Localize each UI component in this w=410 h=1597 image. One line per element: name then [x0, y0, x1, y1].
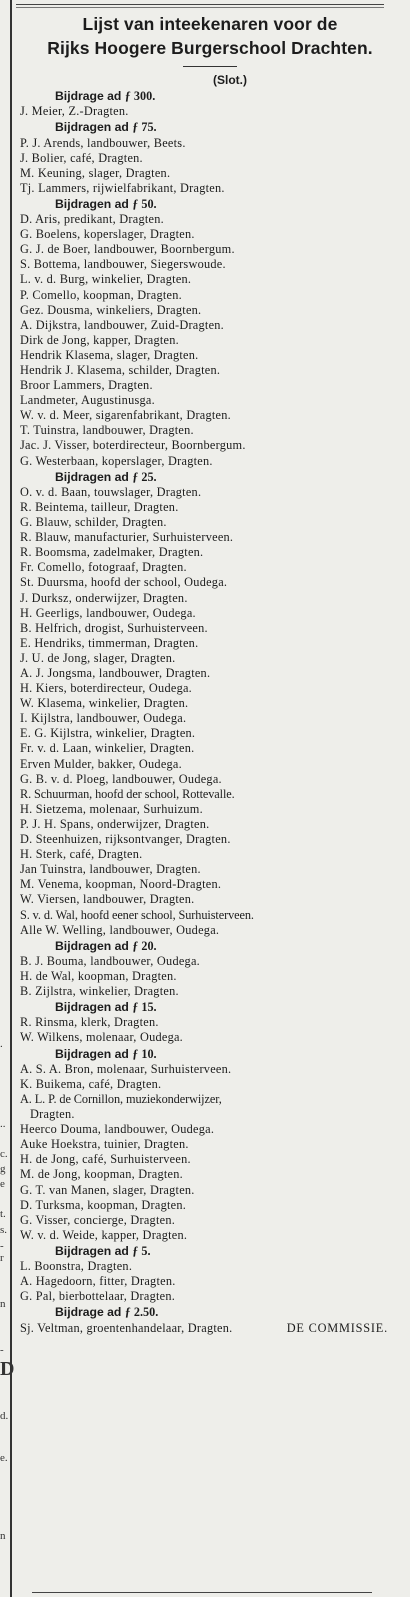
subscriber-entry: Broor Lammers, Dragten.	[20, 378, 153, 393]
section-label: Bijdrage ad	[55, 89, 122, 103]
subscriber-entry: R. Blauw, manufacturier, Surhuisterveen.	[20, 530, 234, 545]
subscriber-entry: B. Zijlstra, winkelier, Dragten.	[20, 984, 179, 999]
subscriber-entry: W. Wilkens, molenaar, Oudega.	[20, 1030, 184, 1045]
subscriber-entry: L. Boonstra, Dragten.	[20, 1259, 133, 1274]
subscriber-entry: B. J. Bouma, landbouwer, Oudega.	[20, 953, 200, 968]
section-label: Bijdragen ad	[55, 469, 129, 484]
margin-fragment: c.	[0, 1148, 8, 1160]
subscriber-entry: Hendrik J. Klasema, schilder, Dragten.	[20, 363, 221, 378]
subscriber-entry: E. G. Kijlstra, winkelier, Dragten.	[20, 726, 196, 741]
subscriber-entry: G. Pal, bierbottelaar, Dragten.	[20, 1289, 176, 1304]
contribution-section	[20, 196, 400, 469]
article-header	[20, 12, 400, 60]
section-amount: ƒ 5.	[132, 1243, 151, 1258]
article	[20, 12, 400, 1336]
subscriber-entry: St. Duursma, hoofd der school, Oudega.	[20, 575, 228, 590]
subscriber-entry: K. Buikema, café, Dragten.	[20, 1076, 162, 1091]
subscriber-entry: G. T. van Manen, slager, Dragten.	[20, 1182, 195, 1197]
section-label: Bijdragen ad	[55, 1243, 129, 1258]
subscriber-entry: Jac. J. Visser, boterdirecteur, Boornbergum.	[20, 438, 246, 453]
contribution-section	[20, 999, 400, 1045]
section-amount: ƒ 75.	[132, 120, 157, 135]
section-heading	[20, 1304, 400, 1320]
section-heading	[20, 196, 400, 212]
subscriber-entry: H. Geerligs, landbouwer, Oudega.	[20, 605, 196, 620]
contribution-section	[20, 88, 400, 119]
subscriber-entry: Hendrik Klasema, slager, Dragten.	[20, 347, 199, 362]
top-rule-double	[16, 7, 384, 8]
subtitle: (Slot.)	[213, 73, 247, 87]
section-label: Bijdrage ad	[55, 1305, 122, 1320]
subscriber-entry: W. Klasema, winkelier, Dragten.	[20, 696, 189, 711]
subscriber-entry: Alle W. Welling, landbouwer, Oudega.	[20, 922, 220, 937]
margin-fragment: -	[0, 1344, 4, 1356]
section-label: Bijdragen ad	[55, 120, 129, 135]
subscriber-entry: B. Helfrich, drogist, Surhuisterveen.	[20, 620, 208, 635]
subscriber-entry: A. Hagedoorn, fitter, Dragten.	[20, 1274, 176, 1289]
contribution-section	[20, 469, 400, 938]
margin-fragment: t.	[0, 1208, 6, 1220]
subscriber-entry: J. Durksz, onderwijzer, Dragten.	[20, 590, 188, 605]
section-heading	[20, 1243, 400, 1259]
margin-fragment: r	[0, 1252, 4, 1264]
subscriber-entry: S. Bottema, landbouwer, Siegerswoude.	[20, 257, 226, 272]
subscriber-entry: W. Viersen, landbouwer, Dragten.	[20, 892, 195, 907]
subscriber-entry: H. de Wal, koopman, Dragten.	[20, 968, 177, 983]
subscriber-entry: L. v. d. Burg, winkelier, Dragten.	[20, 272, 192, 287]
subscriber-entry: Heerco Douma, landbouwer, Oudega.	[20, 1122, 215, 1137]
margin-fragment: e	[0, 1178, 5, 1190]
margin-fragment: n	[0, 1298, 6, 1310]
subscriber-entry: E. Hendriks, timmerman, Dragten.	[20, 635, 199, 650]
margin-fragment: d.	[0, 1410, 9, 1422]
section-heading	[20, 999, 400, 1015]
subscriber-entry: W. v. d. Weide, kapper, Dragten.	[20, 1227, 188, 1242]
subscriber-entry: M. Venema, koopman, Noord-Dragten.	[20, 877, 222, 892]
subscriber-entry: T. Tuinstra, landbouwer, Dragten.	[20, 423, 194, 438]
subscriber-entry: Sj. Veltman, groentenhandelaar, Dragten.	[20, 1320, 233, 1335]
subscriber-entry: Gez. Dousma, winkeliers, Dragten.	[20, 302, 202, 317]
margin-fragment: D	[0, 1358, 15, 1380]
subscriber-entry: Dirk de Jong, kapper, Dragten.	[20, 332, 179, 347]
subscriber-entry: G. J. de Boer, landbouwer, Boornbergum.	[20, 242, 235, 257]
section-amount: ƒ 2.50.	[124, 1305, 159, 1320]
subscriber-entry: D. Turksma, koopman, Dragten.	[20, 1197, 187, 1212]
margin-fragment: n	[0, 1530, 6, 1542]
contribution-sections	[20, 88, 400, 1336]
subscriber-entry: A. S. A. Bron, molenaar, Surhuisterveen.	[20, 1061, 232, 1076]
subscriber-entry: R. Rinsma, klerk, Dragten.	[20, 1015, 159, 1030]
section-heading	[20, 938, 400, 954]
subscriber-entry: G. B. v. d. Ploeg, landbouwer, Oudega.	[20, 771, 222, 786]
subscriber-entry: J. Meier, Z.-Dragten.	[20, 104, 129, 119]
subscriber-entry: D. Aris, predikant, Dragten.	[20, 212, 164, 227]
subscriber-entry: P. J. Arends, landbouwer, Beets.	[20, 135, 186, 150]
section-label: Bijdragen ad	[55, 196, 129, 211]
section-label: Bijdragen ad	[55, 1000, 129, 1015]
subscriber-entry: W. v. d. Meer, sigarenfabrikant, Dragten.	[20, 408, 231, 423]
subscriber-entry: M. de Jong, koopman, Dragten.	[20, 1167, 183, 1182]
subscriber-entry: Landmeter, Augustinusga.	[20, 393, 155, 408]
subscriber-entry: Fr. v. d. Laan, winkelier, Dragten.	[20, 741, 195, 756]
subscriber-entry: J. Bolier, café, Dragten.	[20, 150, 143, 165]
title-line-1: Lijst van inteekenaren voor de	[82, 14, 338, 34]
subscriber-entry: H. Sietzema, molenaar, Surhuizum.	[20, 801, 203, 816]
section-heading	[20, 1046, 400, 1062]
subscriber-entry: G. Westerbaan, koperslager, Dragten.	[20, 453, 213, 468]
signature: DE COMMISSIE.	[286, 1320, 388, 1335]
subscriber-entry: Fr. Comello, fotograaf, Dragten.	[20, 560, 187, 575]
subscriber-entry: R. Beintema, tailleur, Dragten.	[20, 499, 179, 514]
section-amount: ƒ 50.	[132, 196, 157, 211]
subscriber-entry: P. Comello, koopman, Dragten.	[20, 287, 182, 302]
subscriber-entry: J. U. de Jong, slager, Dragten.	[20, 650, 176, 665]
subscriber-entry: Jan Tuinstra, landbouwer, Dragten.	[20, 862, 201, 877]
margin-fragment: -	[0, 1240, 4, 1252]
subscriber-entry: P. J. H. Spans, onderwijzer, Dragten.	[20, 816, 210, 831]
contribution-section	[20, 1046, 400, 1243]
subscriber-entry: H. de Jong, café, Surhuisterveen.	[20, 1152, 191, 1167]
subscriber-entry: H. Sterk, café, Dragten.	[20, 847, 143, 862]
contribution-section	[20, 1243, 400, 1304]
subscriber-entry: G. Boelens, koperslager, Dragten.	[20, 227, 195, 242]
subscriber-entry: O. v. d. Baan, touwslager, Dragten.	[20, 484, 202, 499]
section-label: Bijdragen ad	[55, 1046, 129, 1061]
margin-fragment: .	[0, 1038, 3, 1050]
section-heading	[20, 88, 400, 104]
margin-fragment: g	[0, 1163, 6, 1175]
section-amount: ƒ 20.	[132, 938, 157, 953]
subscriber-entry: H. Kiers, boterdirecteur, Oudega.	[20, 681, 192, 696]
section-heading	[20, 119, 400, 135]
section-amount: ƒ 15.	[132, 1000, 157, 1015]
section-amount: ƒ 300.	[124, 89, 156, 103]
subscriber-entry: Tj. Lammers, rijwielfabrikant, Dragten.	[20, 180, 225, 195]
subscriber-entry: R. Schuurman, hoofd der school, Rottevalle.	[20, 786, 235, 801]
title-line-2: Rijks Hoogere Burgerschool Drachten.	[47, 38, 373, 58]
subscriber-entry: I. Kijlstra, landbouwer, Oudega.	[20, 711, 187, 726]
subscriber-entry: S. v. d. Wal, hoofd eener school, Surhuisterveen.	[20, 907, 254, 922]
bottom-rule	[32, 1592, 372, 1593]
subscriber-entry: M. Keuning, slager, Dragten.	[20, 165, 171, 180]
subscriber-entry: R. Boomsma, zadelmaker, Dragten.	[20, 545, 204, 560]
margin-fragment: s.	[0, 1224, 8, 1236]
subscriber-entry: Erven Mulder, bakker, Oudega.	[20, 756, 182, 771]
subscriber-entry: Dragten.	[30, 1107, 75, 1122]
margin-fragment: ..	[0, 1118, 6, 1130]
subscriber-entry: A. Dijkstra, landbouwer, Zuid-Dragten.	[20, 317, 224, 332]
subscriber-entry: A. L. P. de Cornillon, muziekonderwijzer,	[20, 1091, 222, 1106]
subscriber-entry: A. J. Jongsma, landbouwer, Dragten.	[20, 666, 211, 680]
section-amount: ƒ 25.	[132, 469, 157, 484]
header-divider	[183, 66, 237, 67]
top-rule	[16, 4, 384, 5]
section-label: Bijdragen ad	[55, 938, 129, 953]
section-heading	[20, 469, 400, 485]
subscriber-entry: G. Blauw, schilder, Dragten.	[20, 515, 167, 530]
subscriber-entry: Auke Hoekstra, tuinier, Dragten.	[20, 1137, 189, 1152]
contribution-section	[20, 119, 400, 196]
subscriber-entry: D. Steenhuizen, rijksontvanger, Dragten.	[20, 832, 231, 847]
section-amount: ƒ 10.	[132, 1046, 157, 1061]
subscriber-entry: G. Visser, concierge, Dragten.	[20, 1212, 176, 1227]
margin-fragment: e.	[0, 1452, 8, 1464]
contribution-section	[20, 938, 400, 999]
